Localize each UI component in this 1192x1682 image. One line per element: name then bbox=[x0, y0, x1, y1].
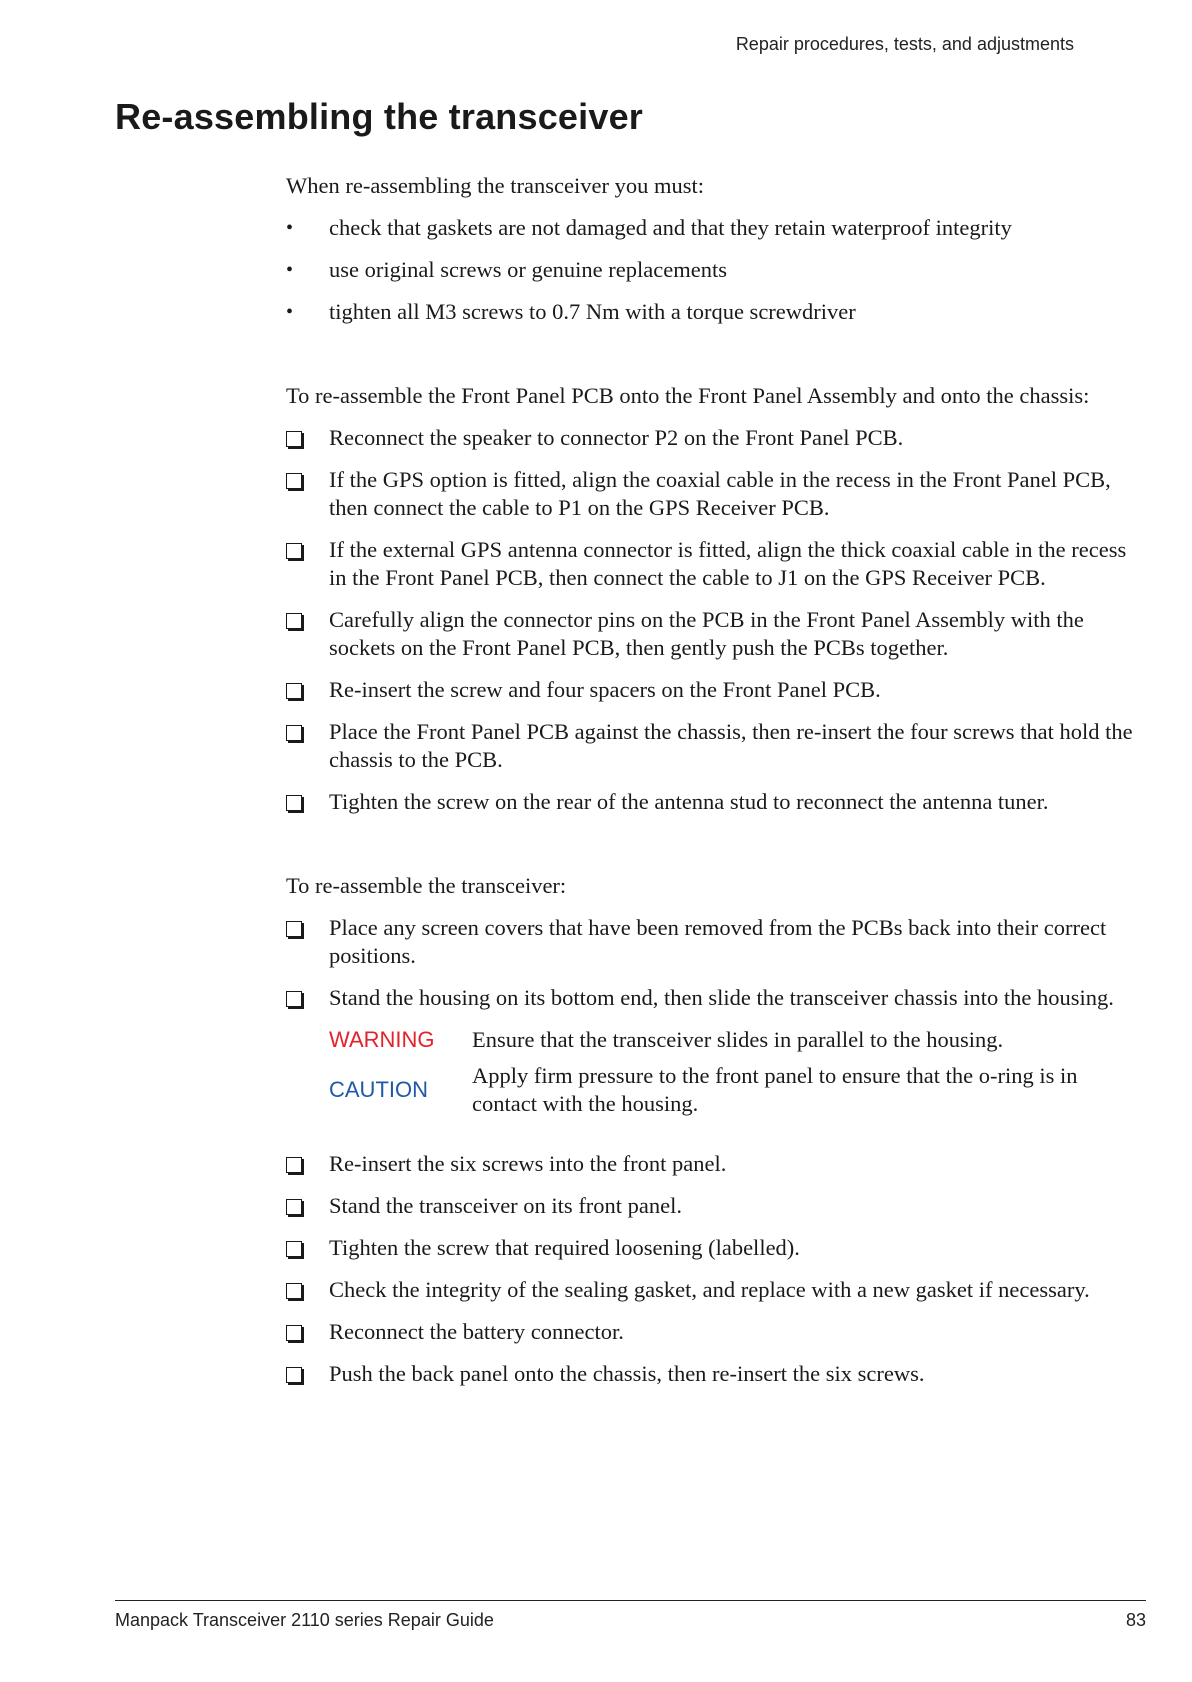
checkbox-icon bbox=[286, 1325, 302, 1341]
step-text: Re-insert the screw and four spacers on the Front Panel PCB. bbox=[329, 677, 881, 702]
step-text: Stand the transceiver on its front panel. bbox=[329, 1193, 683, 1218]
list-item-text: use original screws or genuine replacements bbox=[329, 257, 727, 282]
list-item-text: check that gaskets are not damaged and that they retain waterproof integrity bbox=[329, 215, 1012, 240]
step-item bbox=[286, 466, 1146, 522]
checkbox-icon bbox=[286, 1157, 302, 1173]
checkbox-icon bbox=[286, 473, 302, 489]
transceiver-steps-after bbox=[286, 1150, 1146, 1388]
checkbox-icon bbox=[286, 991, 302, 1007]
step-text: Push the back panel onto the chassis, then re-insert the six screws. bbox=[329, 1361, 925, 1386]
list-item-text: tighten all M3 screws to 0.7 Nm with a torque screwdriver bbox=[329, 299, 856, 324]
bullet-icon bbox=[286, 214, 329, 242]
step-item bbox=[286, 718, 1146, 774]
step-item bbox=[286, 676, 1146, 704]
step-text: Tighten the screw on the rear of the antenna stud to reconnect the antenna tuner. bbox=[329, 789, 1049, 814]
step-item bbox=[286, 536, 1146, 592]
page-content bbox=[286, 172, 1146, 1402]
warning-text: Ensure that the transceiver slides in parallel to the housing. bbox=[472, 1027, 1004, 1052]
running-header: Repair procedures, tests, and adjustments bbox=[735, 34, 1074, 54]
step-item bbox=[286, 984, 1146, 1012]
step-text: If the external GPS antenna connector is fitted, align the thick coaxial cable in the recess in the Front Panel PCB, then connect the cable to J1 on the GPS Receiver PCB. bbox=[329, 537, 1127, 590]
page-number: 83 bbox=[1125, 1610, 1146, 1630]
page-title: Re-assembling the transceiver bbox=[115, 96, 644, 137]
list-item bbox=[286, 298, 1146, 326]
step-text: Stand the housing on its bottom end, then slide the transceiver chassis into the housing. bbox=[329, 985, 1114, 1010]
transceiver-steps-before bbox=[286, 914, 1146, 1012]
caution-text: Apply firm pressure to the front panel to ensure that the o-ring is in contact with the housing. bbox=[472, 1063, 1078, 1116]
step-item bbox=[286, 1234, 1146, 1262]
step-item bbox=[286, 1150, 1146, 1178]
step-item bbox=[286, 914, 1146, 970]
checkbox-icon bbox=[286, 1199, 302, 1215]
checkbox-icon bbox=[286, 725, 302, 741]
bullet-icon bbox=[286, 256, 329, 284]
list-item bbox=[286, 256, 1146, 284]
footer-divider bbox=[115, 1600, 1146, 1601]
intro-paragraph: When re-assembling the transceiver you must: bbox=[286, 173, 704, 198]
step-text: Reconnect the battery connector. bbox=[329, 1319, 624, 1344]
list-item bbox=[286, 214, 1146, 242]
front-panel-intro: To re-assemble the Front Panel PCB onto the Front Panel Assembly and onto the chassis: bbox=[286, 383, 1090, 408]
step-text: If the GPS option is fitted, align the coaxial cable in the recess in the Front Panel PCB, then connect the cable to P1 on the GPS Receiver PCB. bbox=[329, 467, 1111, 520]
requirements-list bbox=[286, 214, 1146, 326]
step-text: Carefully align the connector pins on the PCB in the Front Panel Assembly with the sockets on the Front Panel PCB, then gently push the PCBs together. bbox=[329, 607, 1084, 660]
warning-note bbox=[329, 1026, 1146, 1054]
notes-block bbox=[329, 1026, 1146, 1118]
bullet-icon bbox=[286, 298, 329, 326]
checkbox-icon bbox=[286, 613, 302, 629]
step-item bbox=[286, 1192, 1146, 1220]
step-text: Check the integrity of the sealing gasket, and replace with a new gasket if necessary. bbox=[329, 1277, 1090, 1302]
step-item bbox=[286, 424, 1146, 452]
step-text: Tighten the screw that required loosening (labelled). bbox=[329, 1235, 800, 1260]
checkbox-icon bbox=[286, 431, 302, 447]
checkbox-icon bbox=[286, 795, 302, 811]
checkbox-icon bbox=[286, 1241, 302, 1257]
checkbox-icon bbox=[286, 1367, 302, 1383]
checkbox-icon bbox=[286, 921, 302, 937]
footer-guide-title: Manpack Transceiver 2110 series Repair Guide bbox=[115, 1610, 494, 1630]
checkbox-icon bbox=[286, 1283, 302, 1299]
checkbox-icon bbox=[286, 683, 302, 699]
step-text: Place any screen covers that have been removed from the PCBs back into their correct positions. bbox=[329, 915, 1107, 968]
step-text: Place the Front Panel PCB against the chassis, then re-insert the four screws that hold the chassis to the PCB. bbox=[329, 719, 1133, 772]
step-item bbox=[286, 1318, 1146, 1346]
warning-label: WARNING bbox=[329, 1027, 435, 1052]
step-text: Re-insert the six screws into the front panel. bbox=[329, 1151, 727, 1176]
step-item bbox=[286, 606, 1146, 662]
front-panel-steps bbox=[286, 424, 1146, 816]
step-item bbox=[286, 1276, 1146, 1304]
step-item bbox=[286, 788, 1146, 816]
step-item bbox=[286, 1360, 1146, 1388]
caution-label: CAUTION bbox=[329, 1077, 428, 1102]
checkbox-icon bbox=[286, 543, 302, 559]
transceiver-intro: To re-assemble the transceiver: bbox=[286, 873, 567, 898]
caution-note bbox=[329, 1062, 1146, 1118]
step-text: Reconnect the speaker to connector P2 on the Front Panel PCB. bbox=[329, 425, 904, 450]
